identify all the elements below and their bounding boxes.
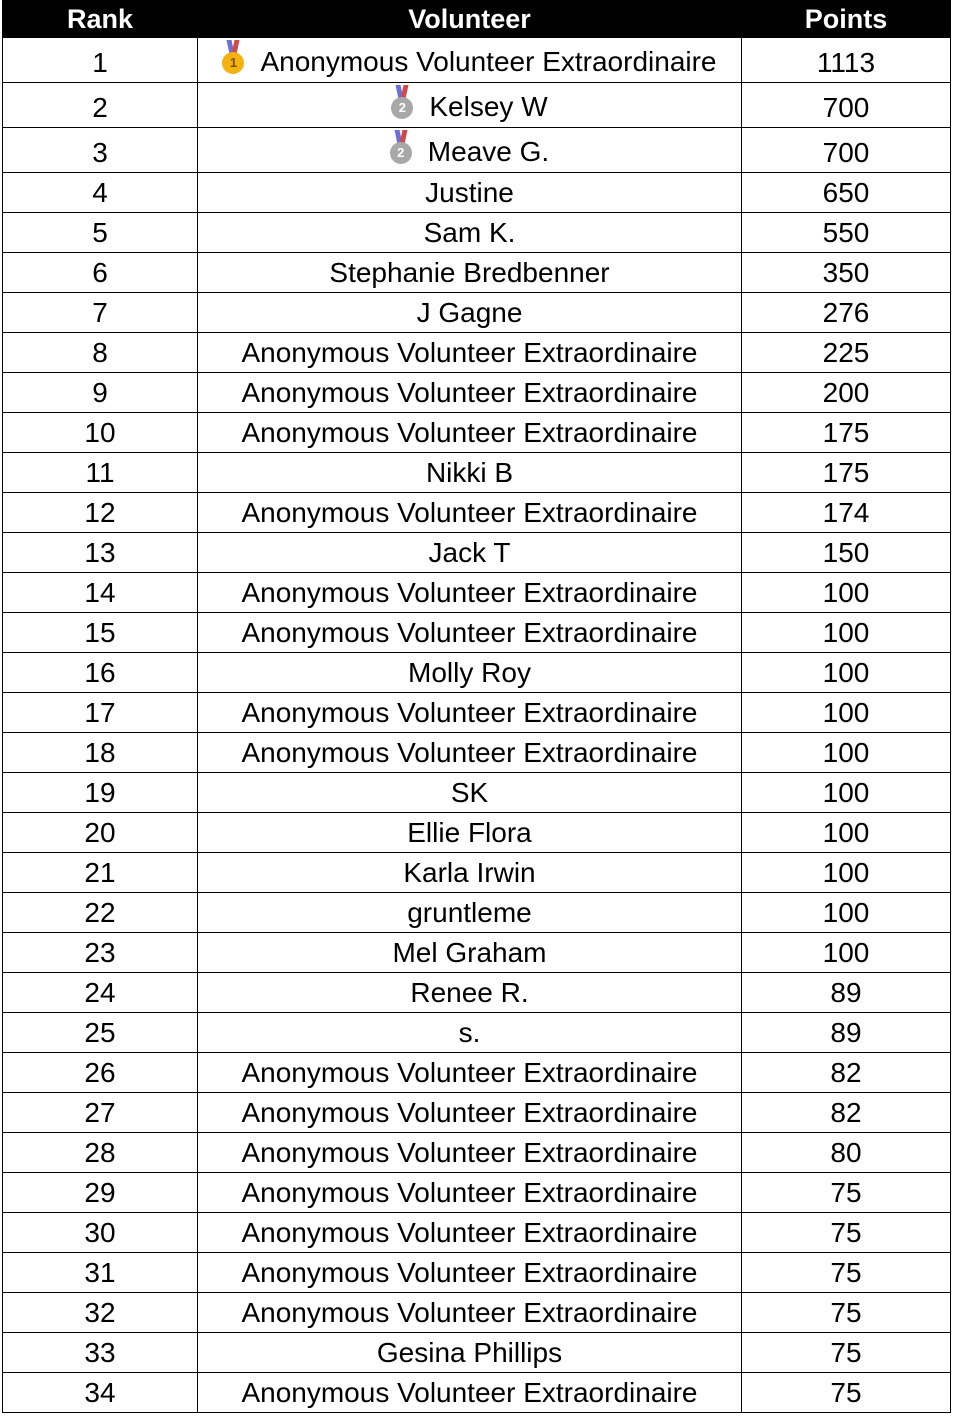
points-cell: 100 [742,653,951,693]
table-row [3,653,951,693]
volunteer-cell [198,533,742,573]
points-cell: 75 [742,1253,951,1293]
volunteer-cell [198,333,742,373]
rank-cell: 28 [3,1133,198,1173]
table-row [3,893,951,933]
volunteer-name: Anonymous Volunteer Extraordinaire [241,737,698,768]
rank-cell: 21 [3,853,198,893]
rank-cell: 3 [3,128,198,173]
table-row [3,1013,951,1053]
volunteer-cell [198,83,742,128]
points-cell: 350 [742,253,951,293]
rank-cell: 27 [3,1093,198,1133]
points-cell: 89 [742,1013,951,1053]
volunteer-name: Jack T [428,537,511,568]
rank-cell: 1 [3,38,198,83]
volunteer-cell [198,693,742,733]
volunteer-name: Molly Roy [408,657,531,688]
points-cell: 100 [742,613,951,653]
volunteer-cell [198,413,742,453]
table-row [3,253,951,293]
rank-cell: 20 [3,813,198,853]
points-cell: 75 [742,1333,951,1373]
volunteer-name: Kelsey W [429,91,548,123]
volunteer-name: Anonymous Volunteer Extraordinaire [241,417,698,448]
table-body [3,38,951,1413]
table-row [3,933,951,973]
volunteer-cell [198,493,742,533]
volunteer-name: Anonymous Volunteer Extraordinaire [241,1217,698,1248]
rank-cell: 11 [3,453,198,493]
points-cell: 89 [742,973,951,1013]
rank-cell: 29 [3,1173,198,1213]
gold-medal-icon [222,40,244,76]
points-cell: 100 [742,733,951,773]
points-cell: 150 [742,533,951,573]
volunteer-cell [198,1053,742,1093]
rank-cell: 26 [3,1053,198,1093]
table-row [3,1133,951,1173]
volunteer-cell [198,933,742,973]
points-cell: 1113 [742,38,951,83]
rank-cell: 13 [3,533,198,573]
points-cell: 276 [742,293,951,333]
volunteer-name: Anonymous Volunteer Extraordinaire [241,337,698,368]
table-row [3,493,951,533]
table-row [3,693,951,733]
rank-cell: 31 [3,1253,198,1293]
points-column-header: Points [742,1,951,38]
volunteer-cell [198,453,742,493]
table-row [3,333,951,373]
silver-medal-icon [390,130,412,166]
volunteer-cell [198,1293,742,1333]
leaderboard-table [2,0,951,1413]
volunteer-name: Gesina Phillips [376,1337,563,1368]
table-row [3,1173,951,1213]
rank-cell: 15 [3,613,198,653]
table-row [3,773,951,813]
table-row [3,613,951,653]
volunteer-name: Meave G. [427,136,550,168]
volunteer-name: Mel Graham [392,937,547,968]
rank-cell: 8 [3,333,198,373]
table-row [3,1373,951,1413]
table-row [3,453,951,493]
medal-number: 1 [222,52,244,74]
points-cell: 174 [742,493,951,533]
rank-cell: 14 [3,573,198,613]
volunteer-cell [198,38,742,83]
points-cell: 700 [742,83,951,128]
table-row [3,293,951,333]
volunteer-name: Anonymous Volunteer Extraordinaire [241,1097,698,1128]
volunteer-cell [198,973,742,1013]
volunteer-name: Anonymous Volunteer Extraordinaire [241,1297,698,1328]
points-cell: 650 [742,173,951,213]
points-cell: 100 [742,693,951,733]
volunteer-cell [198,1173,742,1213]
volunteer-name: Anonymous Volunteer Extraordinaire [241,497,698,528]
volunteer-cell [198,613,742,653]
table-row [3,373,951,413]
rank-cell: 22 [3,893,198,933]
table-row [3,83,951,128]
volunteer-cell [198,813,742,853]
points-cell: 100 [742,853,951,893]
rank-cell: 24 [3,973,198,1013]
points-cell: 225 [742,333,951,373]
volunteer-name: SK [450,777,489,808]
table-row [3,973,951,1013]
table-row [3,38,951,83]
rank-cell: 18 [3,733,198,773]
header-row [3,1,951,38]
rank-cell: 30 [3,1213,198,1253]
silver-medal-icon [391,85,413,121]
volunteer-cell [198,893,742,933]
table-row [3,1093,951,1133]
volunteer-name: Stephanie Bredbenner [329,257,610,288]
volunteer-cell [198,128,742,173]
rank-cell: 33 [3,1333,198,1373]
volunteer-name: Anonymous Volunteer Extraordinaire [241,1057,698,1088]
rank-cell: 34 [3,1373,198,1413]
table-header [3,1,951,38]
table-row [3,1253,951,1293]
points-cell: 100 [742,573,951,613]
rank-cell: 5 [3,213,198,253]
points-cell: 75 [742,1173,951,1213]
table-row [3,213,951,253]
points-cell: 75 [742,1373,951,1413]
volunteer-name: gruntleme [407,897,532,928]
volunteer-cell [198,653,742,693]
volunteer-cell [198,853,742,893]
table-row [3,173,951,213]
points-cell: 200 [742,373,951,413]
points-cell: 100 [742,813,951,853]
volunteer-name: Justine [425,177,514,208]
volunteer-name: s. [458,1017,481,1048]
table-row [3,1213,951,1253]
volunteer-cell [198,253,742,293]
points-cell: 82 [742,1093,951,1133]
volunteer-cell [198,213,742,253]
rank-cell: 17 [3,693,198,733]
volunteer-name: Anonymous Volunteer Extraordinaire [260,46,717,78]
table-row [3,1293,951,1333]
volunteer-cell [198,293,742,333]
volunteer-name: Anonymous Volunteer Extraordinaire [241,1257,698,1288]
points-cell: 75 [742,1213,951,1253]
volunteer-name: Karla Irwin [403,857,536,888]
points-cell: 75 [742,1293,951,1333]
table-row [3,413,951,453]
volunteer-cell [198,733,742,773]
table-row [3,128,951,173]
volunteer-cell [198,773,742,813]
rank-cell: 6 [3,253,198,293]
points-cell: 550 [742,213,951,253]
volunteer-cell [198,1133,742,1173]
table-row [3,533,951,573]
volunteer-cell [198,1213,742,1253]
volunteer-cell [198,173,742,213]
points-cell: 80 [742,1133,951,1173]
volunteer-cell [198,1373,742,1413]
volunteer-column-header: Volunteer [198,1,742,38]
table-row [3,813,951,853]
points-cell: 100 [742,893,951,933]
volunteer-name: Ellie Flora [407,817,532,848]
volunteer-name: Sam K. [423,217,516,248]
table-row [3,733,951,773]
rank-column-header: Rank [3,1,198,38]
rank-cell: 12 [3,493,198,533]
volunteer-name: Renee R. [410,977,529,1008]
rank-cell: 23 [3,933,198,973]
volunteer-cell [198,373,742,413]
medal-number: 2 [391,97,413,119]
points-cell: 100 [742,933,951,973]
rank-cell: 10 [3,413,198,453]
volunteer-name: Nikki B [425,457,514,488]
volunteer-cell [198,1333,742,1373]
table-row [3,1053,951,1093]
table-row [3,853,951,893]
volunteer-cell [198,1013,742,1053]
volunteer-cell [198,1253,742,1293]
rank-cell: 32 [3,1293,198,1333]
points-cell: 175 [742,453,951,493]
volunteer-name: Anonymous Volunteer Extraordinaire [241,1137,698,1168]
points-cell: 700 [742,128,951,173]
points-cell: 175 [742,413,951,453]
rank-cell: 2 [3,83,198,128]
medal-number: 2 [390,142,412,164]
rank-cell: 16 [3,653,198,693]
volunteer-name: Anonymous Volunteer Extraordinaire [241,617,698,648]
volunteer-name: J Gagne [416,297,523,328]
points-cell: 100 [742,773,951,813]
rank-cell: 4 [3,173,198,213]
volunteer-cell [198,573,742,613]
rank-cell: 9 [3,373,198,413]
volunteer-name: Anonymous Volunteer Extraordinaire [241,697,698,728]
volunteer-name: Anonymous Volunteer Extraordinaire [241,377,698,408]
rank-cell: 7 [3,293,198,333]
table-row [3,1333,951,1373]
volunteer-name: Anonymous Volunteer Extraordinaire [241,1377,698,1408]
rank-cell: 19 [3,773,198,813]
table-row [3,573,951,613]
volunteer-name: Anonymous Volunteer Extraordinaire [241,577,698,608]
volunteer-cell [198,1093,742,1133]
points-cell: 82 [742,1053,951,1093]
volunteer-name: Anonymous Volunteer Extraordinaire [241,1177,698,1208]
rank-cell: 25 [3,1013,198,1053]
